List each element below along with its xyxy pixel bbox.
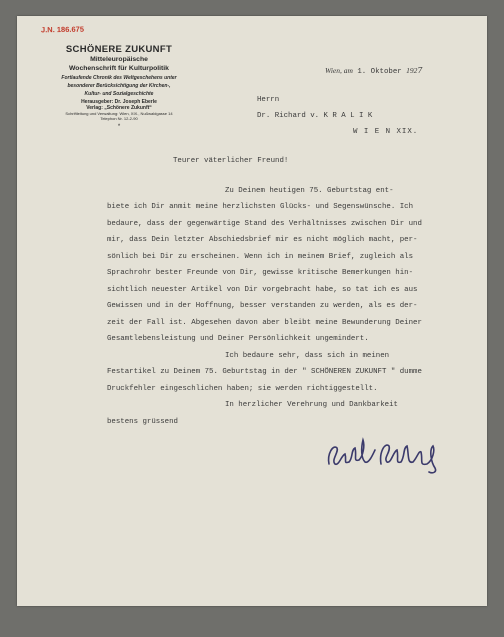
letterhead-desc-2: besonderer Berücksichtigung der Kirchen-, bbox=[67, 83, 171, 89]
letterhead-subtitle-1: Mitteleuropäische bbox=[90, 56, 148, 63]
letterhead-title: SCHÖNERE ZUKUNFT bbox=[65, 44, 173, 55]
body-line: sichtlich neuester Artikel von Dir vorgebracht habe, so tat ich es aus bbox=[107, 286, 418, 294]
salutation: Teurer väterlicher Freund! bbox=[173, 157, 289, 165]
recipient-line-1: Herrn bbox=[257, 96, 280, 104]
letterhead-phone: Telephon Nr. 12-2-90 bbox=[100, 116, 138, 121]
body-line: In herzlicher Verehrung und Dankbarkeit bbox=[225, 401, 398, 409]
body-line: bestens grüssend bbox=[107, 418, 178, 426]
archive-mark: J.N. 186.675 bbox=[40, 24, 85, 35]
body-line: Druckfehler eingeschlichen haben; sie werden richtiggestellt. bbox=[107, 385, 378, 393]
letterhead-star: * bbox=[117, 124, 121, 130]
body-line: Ich bedaure sehr, dass sich in meinen bbox=[225, 352, 390, 360]
body-line: sönlich bei Dir zu erscheinen. Wenn ich in meinem Brief, zugleich als bbox=[107, 253, 414, 261]
body-line: bedaure, dass der gegenwärtige Stand des Verhältnisses zwischen Dir und bbox=[107, 220, 422, 228]
letterhead-publisher: Verlag: „Schönere Zukunft“ bbox=[86, 105, 152, 111]
body-line: zeit der Fall ist. Abgesehen davon aber bleibt meine Bewunderung Deiner bbox=[107, 319, 422, 327]
body-line: mir, dass Dein letzter Abschiedsbrief mir es nicht möglich macht, per- bbox=[107, 236, 418, 244]
signature bbox=[323, 434, 453, 474]
recipient-line-2: Dr. Richard v. K R A L I K bbox=[257, 112, 373, 120]
recipient-line-3: W I E N XIX. bbox=[353, 128, 419, 136]
body-line: Zu Deinem heutigen 75. Geburtstag ent- bbox=[225, 187, 394, 195]
letterhead-editor: Herausgeber: Dr. Joseph Eberle bbox=[81, 99, 157, 105]
dateline-year-hand: 7 bbox=[417, 66, 423, 75]
dateline-place: Wien, am bbox=[325, 66, 353, 75]
letterhead-desc-3: Kultur- und Sozialgeschichte bbox=[84, 91, 154, 97]
body-line: Sprachrohr bester Freunde von Dir, gewisse kritische Bemerkungen hin- bbox=[107, 269, 414, 277]
letterhead bbox=[39, 44, 199, 130]
letterhead-desc-1: Fortlaufende Chronik des Weltgeschehens unter bbox=[61, 75, 177, 81]
dateline-date: 1. Oktober bbox=[357, 68, 402, 76]
letterhead-subtitle-2: Wochenschrift für Kulturpolitik bbox=[69, 65, 169, 72]
dateline bbox=[325, 66, 423, 76]
body-line: Festartikel zu Deinem 75. Geburtstag in der " SCHÖNEREN ZUKUNFT " dumme bbox=[107, 368, 422, 376]
body-line: biete ich Dir anmit meine herzlichsten Glücks- und Segenswünsche. Ich bbox=[107, 203, 414, 211]
letterhead-address: Schriftleitung und Verwaltung: Wien, XIX., Nußwaldgasse 14 bbox=[65, 111, 173, 116]
dateline-year: 192 bbox=[406, 66, 418, 75]
letter-page bbox=[17, 16, 487, 606]
body-line: Gesamtlebensleistung und Deiner Persönlichkeit ungemindert. bbox=[107, 335, 369, 343]
body-line: Gewissen und in der Hoffnung, besser verstanden zu werden, als es der- bbox=[107, 302, 418, 310]
